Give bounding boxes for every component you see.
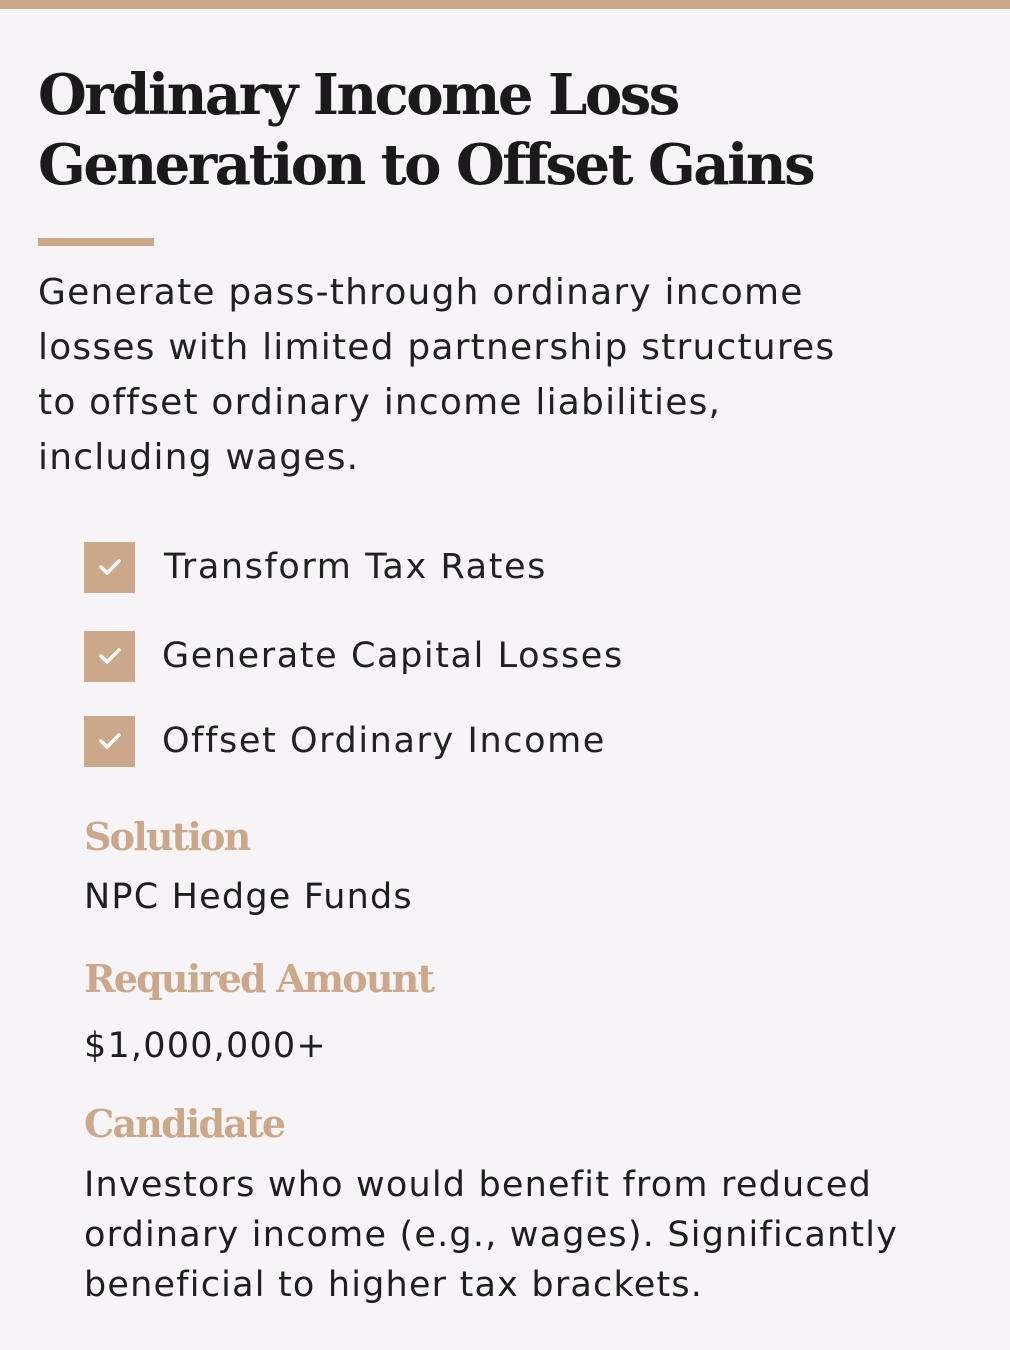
intro-line: losses with limited partnership structures [38,327,836,368]
top-accent-bar [0,0,1010,9]
benefit-label: Offset Ordinary Income [162,721,606,761]
intro-paragraph [38,265,978,485]
intro-line: including wages. [38,437,360,478]
intro-line: Generate pass-through ordinary income [38,272,804,313]
candidate-description [84,1160,984,1310]
required-amount-value: $1,000,000+ [84,1026,327,1066]
page-title-line: Generation to Offset Gains [38,132,814,198]
page-title [38,60,978,200]
candidate-line: beneficial to higher tax brackets. [84,1265,704,1305]
checkmark-icon [84,631,135,682]
benefit-item-transform-tax-rates [84,541,547,593]
candidate-line: ordinary income (e.g., wages). Significantly [84,1215,899,1255]
required-amount-heading: Required Amount [84,956,434,1001]
checkmark-icon [84,716,135,767]
benefit-label: Transform Tax Rates [164,547,547,587]
benefit-item-offset-ordinary-income [84,715,606,767]
page-title-line: Ordinary Income Loss [38,62,678,128]
candidate-line: Investors who would benefit from reduced [84,1165,872,1205]
solution-value: NPC Hedge Funds [84,877,413,917]
intro-line: to offset ordinary income liabilities, [38,382,722,423]
solution-heading: Solution [84,814,250,859]
benefit-label: Generate Capital Losses [162,636,624,676]
candidate-heading: Candidate [84,1101,285,1146]
checkmark-icon [84,542,135,593]
title-divider [38,238,154,246]
benefit-item-generate-capital-losses [84,630,624,682]
